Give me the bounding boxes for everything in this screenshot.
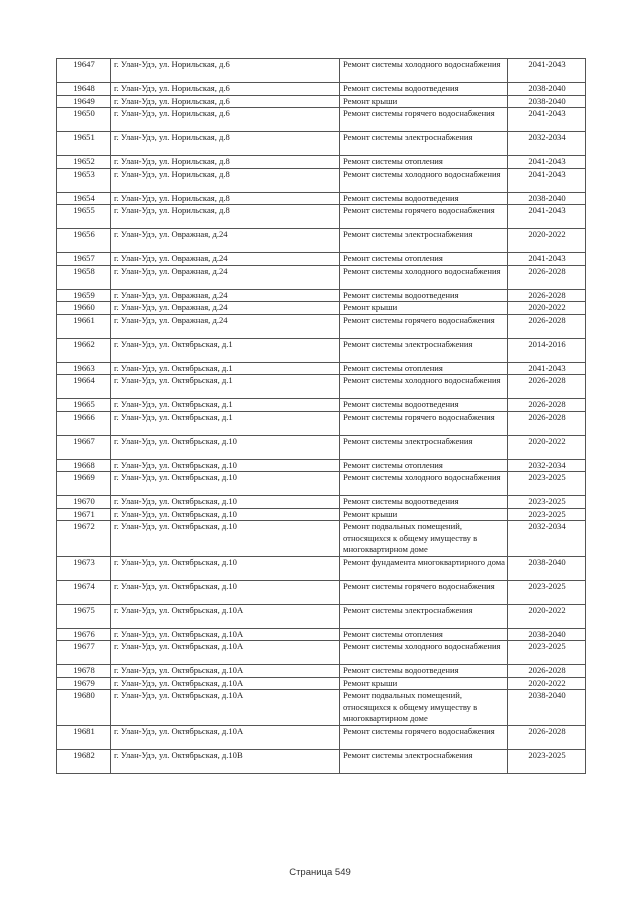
table-row [57,375,586,399]
table-row [57,95,586,108]
row-id-cell: 19657 [57,253,111,266]
table-row [57,435,586,459]
page-number: Страница 549 [289,867,351,878]
table-row [57,168,586,192]
period-cell: 2032-2034 [508,521,586,557]
table-row [57,496,586,509]
address-cell: г. Улан-Удэ, ул. Октябрьская, д.10В [111,749,340,773]
work-type-cell: Ремонт крыши [340,677,508,690]
row-id-cell: 19664 [57,375,111,399]
period-cell: 2023-2025 [508,496,586,509]
work-type-cell: Ремонт системы электроснабжения [340,604,508,628]
work-type-cell: Ремонт крыши [340,95,508,108]
period-cell: 2026-2028 [508,399,586,412]
row-id-cell: 19680 [57,690,111,726]
period-cell: 2023-2025 [508,641,586,665]
address-cell: г. Улан-Удэ, ул. Норильская, д.6 [111,83,340,96]
table-row [57,192,586,205]
row-id-cell: 19667 [57,435,111,459]
row-id-cell: 19678 [57,665,111,678]
table-row [57,604,586,628]
address-cell: г. Улан-Удэ, ул. Норильская, д.8 [111,132,340,156]
row-id-cell: 19648 [57,83,111,96]
row-id-cell: 19655 [57,205,111,229]
row-id-cell: 19666 [57,411,111,435]
period-cell: 2026-2028 [508,411,586,435]
period-cell: 2041-2043 [508,168,586,192]
address-cell: г. Улан-Удэ, ул. Овражная, д.24 [111,302,340,315]
period-cell: 2038-2040 [508,690,586,726]
address-cell: г. Улан-Удэ, ул. Октябрьская, д.10 [111,459,340,472]
address-cell: г. Улан-Удэ, ул. Норильская, д.6 [111,108,340,132]
row-id-cell: 19663 [57,362,111,375]
address-cell: г. Улан-Удэ, ул. Овражная, д.24 [111,265,340,289]
table-row [57,665,586,678]
address-cell: г. Улан-Удэ, ул. Октябрьская, д.10 [111,472,340,496]
period-cell: 2041-2043 [508,205,586,229]
address-cell: г. Улан-Удэ, ул. Норильская, д.8 [111,192,340,205]
period-cell: 2020-2022 [508,677,586,690]
work-type-cell: Ремонт системы водоотведения [340,83,508,96]
table-row [57,677,586,690]
period-cell: 2020-2022 [508,435,586,459]
work-type-cell: Ремонт системы горячего водоснабжения [340,725,508,749]
period-cell: 2026-2028 [508,314,586,338]
period-cell: 2026-2028 [508,725,586,749]
row-id-cell: 19654 [57,192,111,205]
address-cell: г. Улан-Удэ, ул. Октябрьская, д.10 [111,556,340,580]
address-cell: г. Улан-Удэ, ул. Октябрьская, д.1 [111,399,340,412]
work-type-cell: Ремонт системы электроснабжения [340,435,508,459]
period-cell: 2026-2028 [508,265,586,289]
work-type-cell: Ремонт крыши [340,302,508,315]
table-row [57,289,586,302]
table-row [57,302,586,315]
address-cell: г. Улан-Удэ, ул. Октябрьская, д.10 [111,435,340,459]
address-cell: г. Улан-Удэ, ул. Овражная, д.24 [111,253,340,266]
row-id-cell: 19673 [57,556,111,580]
address-cell: г. Улан-Удэ, ул. Норильская, д.6 [111,59,340,83]
address-cell: г. Улан-Удэ, ул. Норильская, д.8 [111,205,340,229]
period-cell: 2026-2028 [508,289,586,302]
table-row [57,205,586,229]
period-cell: 2020-2022 [508,302,586,315]
work-type-cell: Ремонт системы горячего водоснабжения [340,205,508,229]
repair-schedule-table [56,58,586,774]
table-row [57,338,586,362]
period-cell: 2038-2040 [508,95,586,108]
table-row [57,556,586,580]
address-cell: г. Улан-Удэ, ул. Октябрьская, д.1 [111,411,340,435]
table-row [57,156,586,169]
address-cell: г. Улан-Удэ, ул. Октябрьская, д.10А [111,628,340,641]
row-id-cell: 19650 [57,108,111,132]
period-cell: 2014-2016 [508,338,586,362]
row-id-cell: 19676 [57,628,111,641]
work-type-cell: Ремонт системы холодного водоснабжения [340,472,508,496]
address-cell: г. Улан-Удэ, ул. Октябрьская, д.10 [111,496,340,509]
row-id-cell: 19672 [57,521,111,557]
address-cell: г. Улан-Удэ, ул. Овражная, д.24 [111,314,340,338]
work-type-cell: Ремонт системы электроснабжения [340,132,508,156]
address-cell: г. Улан-Удэ, ул. Октябрьская, д.10А [111,641,340,665]
row-id-cell: 19661 [57,314,111,338]
work-type-cell: Ремонт системы холодного водоснабжения [340,265,508,289]
period-cell: 2041-2043 [508,253,586,266]
period-cell: 2023-2025 [508,508,586,521]
work-type-cell: Ремонт подвальных помещений, относящихся к общему имуществу в многоквартирном доме [340,690,508,726]
work-type-cell: Ремонт системы холодного водоснабжения [340,375,508,399]
row-id-cell: 19652 [57,156,111,169]
period-cell: 2041-2043 [508,59,586,83]
period-cell: 2023-2025 [508,472,586,496]
work-type-cell: Ремонт системы водоотведения [340,399,508,412]
row-id-cell: 19679 [57,677,111,690]
work-type-cell: Ремонт крыши [340,508,508,521]
address-cell: г. Улан-Удэ, ул. Норильская, д.6 [111,95,340,108]
work-type-cell: Ремонт подвальных помещений, относящихся к общему имуществу в многоквартирном доме [340,521,508,557]
row-id-cell: 19665 [57,399,111,412]
table-row [57,690,586,726]
table-row [57,399,586,412]
address-cell: г. Улан-Удэ, ул. Норильская, д.8 [111,168,340,192]
work-type-cell: Ремонт системы горячего водоснабжения [340,411,508,435]
table-row [57,265,586,289]
period-cell: 2041-2043 [508,156,586,169]
row-id-cell: 19669 [57,472,111,496]
period-cell: 2026-2028 [508,375,586,399]
table-row [57,108,586,132]
address-cell: г. Улан-Удэ, ул. Октябрьская, д.1 [111,338,340,362]
period-cell: 2038-2040 [508,628,586,641]
table-row [57,132,586,156]
work-type-cell: Ремонт системы электроснабжения [340,338,508,362]
row-id-cell: 19675 [57,604,111,628]
work-type-cell: Ремонт системы водоотведения [340,496,508,509]
period-cell: 2038-2040 [508,192,586,205]
work-type-cell: Ремонт системы холодного водоснабжения [340,168,508,192]
period-cell: 2032-2034 [508,459,586,472]
table-row [57,749,586,773]
period-cell: 2023-2025 [508,749,586,773]
address-cell: г. Улан-Удэ, ул. Октябрьская, д.10А [111,725,340,749]
table-row [57,628,586,641]
row-id-cell: 19674 [57,580,111,604]
address-cell: г. Улан-Удэ, ул. Октябрьская, д.10А [111,677,340,690]
address-cell: г. Улан-Удэ, ул. Октябрьская, д.10А [111,665,340,678]
row-id-cell: 19647 [57,59,111,83]
table-row [57,83,586,96]
table-row [57,59,586,83]
work-type-cell: Ремонт системы отопления [340,459,508,472]
address-cell: г. Улан-Удэ, ул. Октябрьская, д.10 [111,508,340,521]
row-id-cell: 19671 [57,508,111,521]
period-cell: 2041-2043 [508,362,586,375]
work-type-cell: Ремонт системы горячего водоснабжения [340,580,508,604]
row-id-cell: 19651 [57,132,111,156]
table-row [57,253,586,266]
address-cell: г. Улан-Удэ, ул. Октябрьская, д.10А [111,604,340,628]
work-type-cell: Ремонт системы электроснабжения [340,749,508,773]
row-id-cell: 19649 [57,95,111,108]
table-row [57,411,586,435]
address-cell: г. Улан-Удэ, ул. Норильская, д.8 [111,156,340,169]
table-row [57,580,586,604]
address-cell: г. Улан-Удэ, ул. Октябрьская, д.10 [111,521,340,557]
work-type-cell: Ремонт системы горячего водоснабжения [340,314,508,338]
period-cell: 2041-2043 [508,108,586,132]
work-type-cell: Ремонт системы отопления [340,156,508,169]
period-cell: 2032-2034 [508,132,586,156]
row-id-cell: 19670 [57,496,111,509]
table-row [57,459,586,472]
address-cell: г. Улан-Удэ, ул. Овражная, д.24 [111,229,340,253]
row-id-cell: 19668 [57,459,111,472]
period-cell: 2020-2022 [508,229,586,253]
table-row [57,508,586,521]
row-id-cell: 19682 [57,749,111,773]
row-id-cell: 19658 [57,265,111,289]
work-type-cell: Ремонт системы отопления [340,362,508,375]
work-type-cell: Ремонт системы отопления [340,253,508,266]
row-id-cell: 19662 [57,338,111,362]
work-type-cell: Ремонт системы горячего водоснабжения [340,108,508,132]
table-body [57,59,586,774]
work-type-cell: Ремонт системы водоотведения [340,289,508,302]
row-id-cell: 19656 [57,229,111,253]
work-type-cell: Ремонт системы водоотведения [340,192,508,205]
table-row [57,521,586,557]
row-id-cell: 19653 [57,168,111,192]
row-id-cell: 19677 [57,641,111,665]
work-type-cell: Ремонт системы отопления [340,628,508,641]
address-cell: г. Улан-Удэ, ул. Октябрьская, д.10А [111,690,340,726]
address-cell: г. Улан-Удэ, ул. Октябрьская, д.10 [111,580,340,604]
work-type-cell: Ремонт системы холодного водоснабжения [340,641,508,665]
row-id-cell: 19681 [57,725,111,749]
address-cell: г. Улан-Удэ, ул. Октябрьская, д.1 [111,375,340,399]
address-cell: г. Улан-Удэ, ул. Октябрьская, д.1 [111,362,340,375]
table-row [57,314,586,338]
work-type-cell: Ремонт системы холодного водоснабжения [340,59,508,83]
row-id-cell: 19660 [57,302,111,315]
period-cell: 2023-2025 [508,580,586,604]
table-row [57,472,586,496]
period-cell: 2026-2028 [508,665,586,678]
work-type-cell: Ремонт системы электроснабжения [340,229,508,253]
table-row [57,641,586,665]
work-type-cell: Ремонт фундамента многоквартирного дома [340,556,508,580]
table-row [57,229,586,253]
period-cell: 2038-2040 [508,556,586,580]
row-id-cell: 19659 [57,289,111,302]
table-row [57,725,586,749]
period-cell: 2038-2040 [508,83,586,96]
table-row [57,362,586,375]
period-cell: 2020-2022 [508,604,586,628]
address-cell: г. Улан-Удэ, ул. Овражная, д.24 [111,289,340,302]
work-type-cell: Ремонт системы водоотведения [340,665,508,678]
